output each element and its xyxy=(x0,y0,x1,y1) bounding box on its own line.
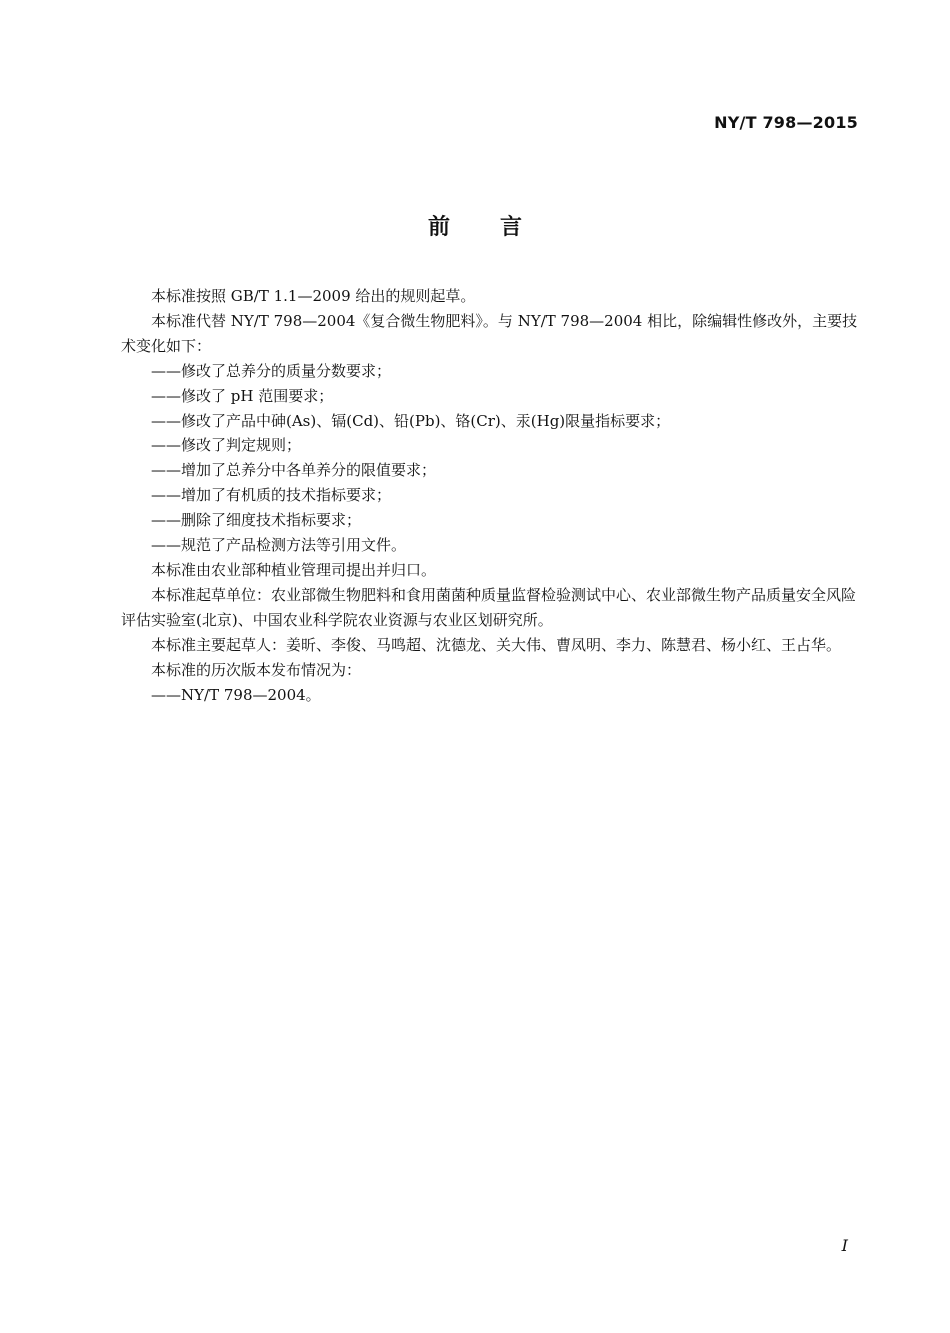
page-title: 前言 xyxy=(427,215,572,240)
page-number: I xyxy=(841,1236,848,1255)
paragraph-replacement: 本标准代替 NY/T 798—2004《复合微生物肥料》。与 NY/T 798—2004 相比，除编辑性修改外，主要技术变化如下： xyxy=(121,311,858,355)
changes-list xyxy=(121,359,859,558)
list-item: ——增加了总养分中各单养分的限值要求； xyxy=(151,461,437,480)
standard-number: NY/T 798—2015 xyxy=(714,113,858,132)
list-item: ——修改了产品中砷(As)、镉(Cd)、铅(Pb)、铬(Cr)、汞(Hg)限量指标要求； xyxy=(151,411,671,430)
list-item: ——删除了细度技术指标要求； xyxy=(151,511,362,530)
paragraph-drafting-rules: 本标准按照 GB/T 1.1—2009 给出的规则起草。 xyxy=(151,287,476,305)
list-item: ——规范了产品检测方法等引用文件。 xyxy=(151,536,407,555)
list-item: ——修改了判定规则； xyxy=(151,436,302,455)
list-item: ——修改了 pH 范围要求； xyxy=(151,386,334,405)
paragraph-drafting-units: 本标准起草单位：农业部微生物肥料和食用菌菌种质量监督检验测试中心、农业部微生物产品质量安全风险评估实验室(北京)、中国农业科学院农业资源与农业区划研究所。 xyxy=(121,585,857,629)
list-item: ——修改了总养分的质量分数要求； xyxy=(151,361,392,380)
paragraph-drafters: 本标准主要起草人：姜昕、李俊、马鸣超、沈德龙、关大伟、曹凤明、李力、陈慧君、杨小红、王占华。 xyxy=(151,635,842,654)
list-item: ——增加了有机质的技术指标要求； xyxy=(151,486,392,505)
history-list xyxy=(121,683,859,708)
foreword-body xyxy=(121,284,859,707)
paragraph-history-intro: 本标准的历次版本发布情况为： xyxy=(151,660,362,679)
list-item: ——NY/T 798—2004。 xyxy=(151,685,321,704)
paragraph-proposer: 本标准由农业部种植业管理司提出并归口。 xyxy=(151,560,437,579)
